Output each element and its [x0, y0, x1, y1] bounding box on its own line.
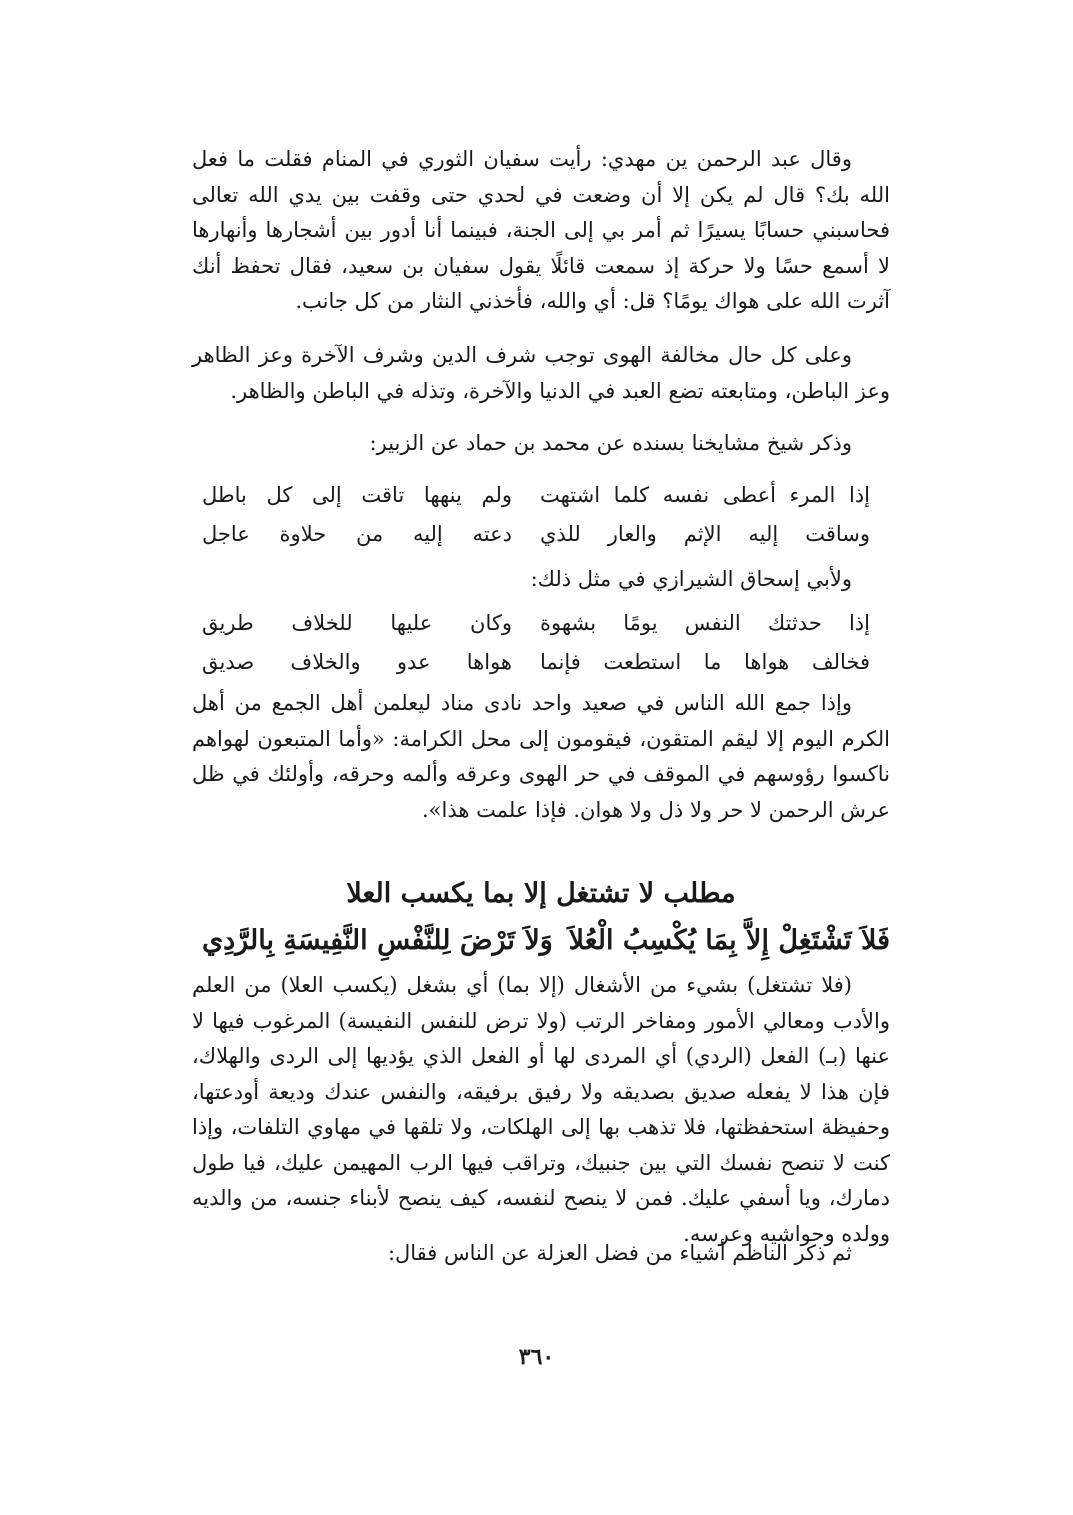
- paragraph-text: وعلى كل حال مخالفة الهوى توجب شرف الدين وشرف الآخرة وعز الظاهر وعز الباطن، ومتابعته تضع العبد في الدنيا والآخرة، وتذله في الباطن والظاهر.: [192, 343, 890, 403]
- verse-line: [192, 644, 890, 680]
- verse-second-hemistich: ولم ينهها تاقت إلى كل باطل: [202, 483, 512, 507]
- verse-first-hemistich: وساقت إليه الإثم والعار للذي: [540, 522, 870, 546]
- page-number: ٣٦٠: [518, 1344, 555, 1370]
- poem-line: [192, 918, 890, 964]
- poem-first-hemistich: فَلاَ تَشْتَغِلْ إِلاَّ بِمَا يُكْسِبُ الْعُلاَ: [568, 925, 890, 956]
- verse-second-hemistich: وكان عليها للخلاف طريق: [202, 611, 512, 635]
- paragraph-text: وذكر شيخ مشايخنا بسنده عن محمد بن حماد عن الزبير:: [369, 431, 852, 455]
- verse-first-hemistich: فخالف هواها ما استطعت فإنما: [540, 650, 870, 674]
- paragraph-opposing-desire: [192, 338, 890, 409]
- paragraph-sufyan-dream: [192, 142, 890, 320]
- paragraph-seclusion-intro: [192, 1236, 890, 1272]
- section-heading: مطلب لا تشتغل إلا بما يكسب العلا: [346, 878, 736, 909]
- verse-line: [192, 605, 890, 641]
- paragraph-verse-intro-zubair: [192, 426, 890, 462]
- paragraph-day-of-gathering: [192, 686, 890, 828]
- verse-second-hemistich: هواها عدو والخلاف صديق: [202, 650, 512, 674]
- verse-line: [192, 477, 890, 513]
- verse-first-hemistich: إذا المرء أعطى نفسه كلما اشتهت: [540, 483, 870, 507]
- paragraph-text: ولأبي إسحاق الشيرازي في مثل ذلك:: [530, 567, 852, 591]
- paragraph-text: وإذا جمع الله الناس في صعيد واحد نادى مناد ليعلمن أهل الجمع من أهل الكرم اليوم إلا ليقم المتقون، فيقومون إلى محل الكرامة: «وأما المتبعون لهواهم ناكسوا رؤوسهم في الموقف في حر الهوى وعرقه وألمه وحرقه، وأولئك في ظل عرش الرحمن لا حر ولا ذل ولا هوان. فإذا علمت هذا».: [192, 691, 890, 822]
- paragraph-text: ثم ذكر الناظم أشياء من فضل العزلة عن الناس فقال:: [387, 1241, 852, 1265]
- verse-first-hemistich: إذا حدثتك النفس يومًا بشهوة: [540, 611, 870, 635]
- paragraph-commentary: [192, 968, 890, 1252]
- paragraph-text: وقال عبد الرحمن ين مهدي: رأيت سفيان الثوري في المنام فقلت ما فعل الله بك؟ قال لم يكن إلا أن وضعت في لحدي حتى وقفت بين يدي الله تعالى فحاسبني حسابًا يسيرًا ثم أمر بي إلى الجنة، فبينما أنا أدور بين أشجارها وأنهارها لا أسمع حسًا ولا حركة إذ سمعت قائلًا يقول سفيان بن سعيد، فقال تحفظ أنك آثرت الله على هواك يومًا؟ قل: أي والله، فأخذني النثار من كل جانب.: [192, 147, 890, 313]
- poem-second-hemistich: وَلاَ تَرْضَ لِلنَّفْسِ النَّفِيسَةِ بِالرَّدِي: [202, 925, 553, 956]
- verse-second-hemistich: دعته إليه من حلاوة عاجل: [202, 522, 512, 546]
- paragraph-verse-intro-shirazi: [192, 562, 890, 598]
- paragraph-text: (فلا تشتغل) بشيء من الأشغال (إلا بما) أي بشغل (يكسب العلا) من العلم والأدب ومعالي الأمور ومفاخر الرتب (ولا ترض للنفس النفيسة) المرغوب فيها لا عنها (بـ) الفعل (الردي) أي المردى لها أو الفعل الذي يؤديها إلى الردى والهلاك، فإن هذا لا يفعله صديق بصديقه ولا رفيق برفيقه، والنفس عندك وديعة أودعتها، وحفيظة استحفظتها، فلا تذهب بها إلى الهلكات، ولا تلقها في مهاوي التلفات، وإذا كنت لا تنصح نفسك التي بين جنبيك، وتراقب فيها الرب المهيمن عليك، فيا طول دمارك، ويا أسفي عليك. فمن لا ينصح لنفسه، كيف ينصح لأبناء جنسه، من والديه وولده وحواشيه وعرسه.: [192, 973, 890, 1246]
- verse-line: [192, 516, 890, 552]
